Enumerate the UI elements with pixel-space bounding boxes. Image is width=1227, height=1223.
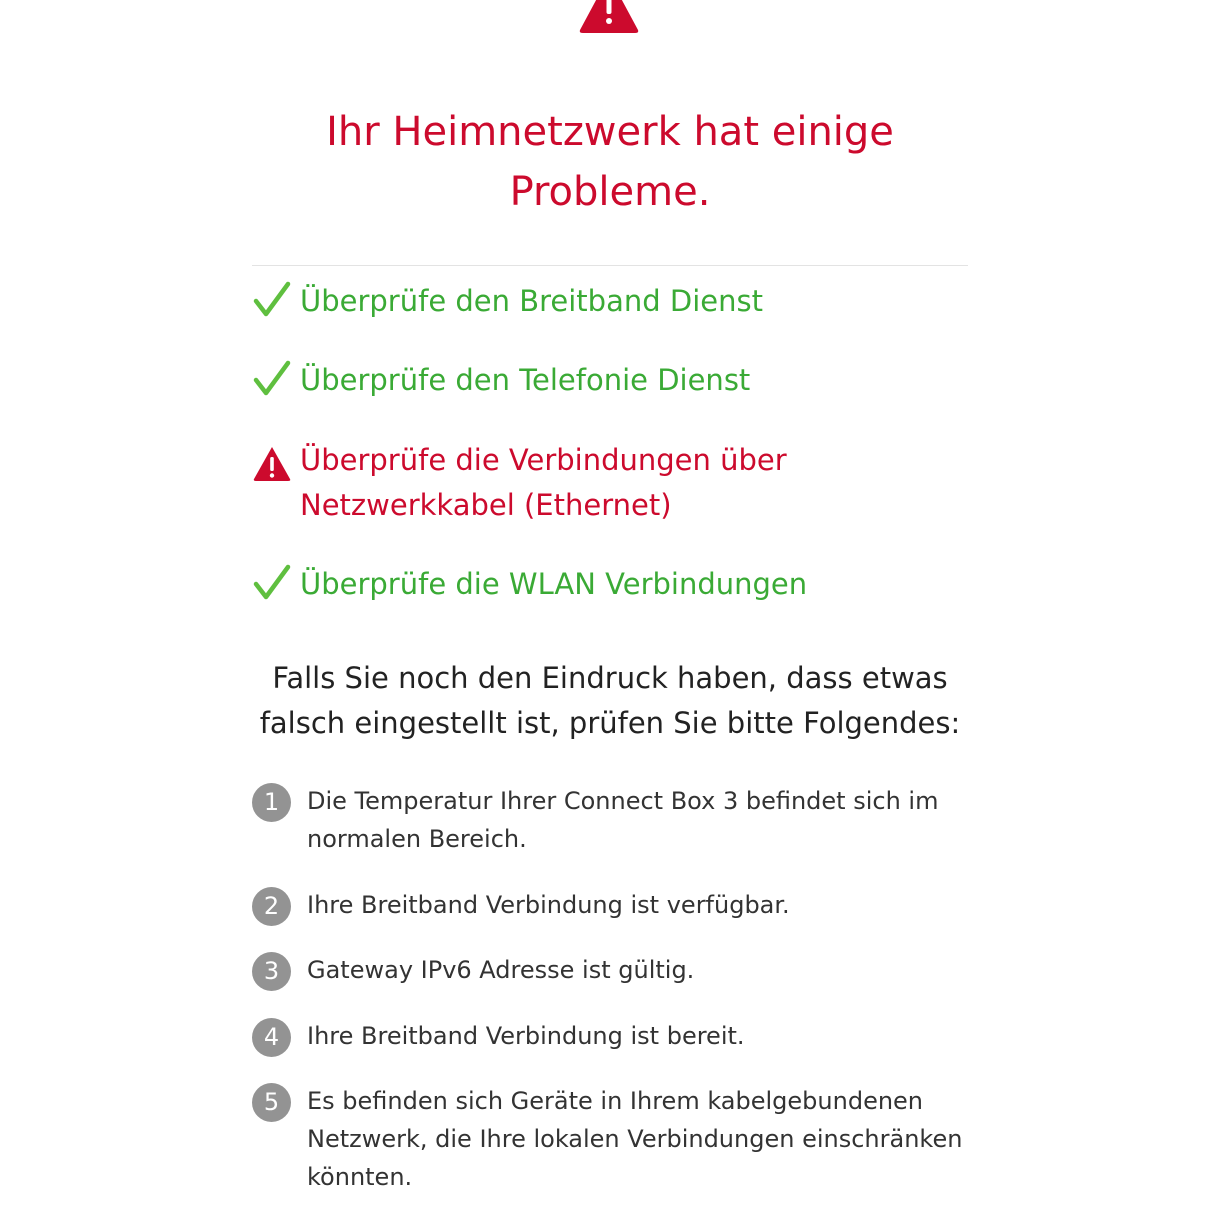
number-badge: 5 <box>252 1083 291 1122</box>
list-item-text <box>307 1082 962 1196</box>
check-label-line-1: Überprüfe die Verbindungen über <box>300 443 787 477</box>
check-label <box>300 438 787 528</box>
check-label: Überprüfe den Breitband Dienst <box>300 284 763 318</box>
check-label: Überprüfe die WLAN Verbindungen <box>300 567 808 601</box>
list-item-text-line-1: Es befinden sich Geräte in Ihrem kabelgebundenen <box>307 1087 924 1115</box>
number-badge: 1 <box>252 783 291 822</box>
checkmark-icon <box>252 563 292 603</box>
list-item-text: Gateway IPv6 Adresse ist gültig. <box>307 956 695 984</box>
number-badge: 2 <box>252 887 291 926</box>
check-label-line-2: Netzwerkkabel (Ethernet) <box>300 488 672 522</box>
list-item-text: Ihre Breitband Verbindung ist verfügbar. <box>307 891 790 919</box>
list-item <box>252 1017 992 1057</box>
list-item-text: Ihre Breitband Verbindung ist bereit. <box>307 1022 745 1050</box>
list-item <box>252 886 992 926</box>
list-item-text <box>307 782 938 858</box>
check-item-wlan <box>252 562 968 607</box>
list-item-text-line-2: normalen Bereich. <box>307 825 527 853</box>
check-item-ethernet <box>252 438 968 528</box>
check-item-broadband <box>252 279 968 324</box>
check-item-telephony <box>252 358 968 403</box>
list-item-text-line-1: Die Temperatur Ihrer Connect Box 3 befindet sich im <box>307 787 939 815</box>
list-item <box>252 782 992 858</box>
page-title-line-2: Probleme. <box>509 169 711 215</box>
list-item-text-line-3: könnten. <box>307 1163 413 1191</box>
info-text <box>232 656 988 746</box>
info-text-line-1: Falls Sie noch den Eindruck haben, dass etwas <box>272 661 948 695</box>
list-item <box>252 951 992 991</box>
number-badge: 3 <box>252 952 291 991</box>
list-item <box>252 1082 992 1196</box>
page-title <box>252 102 968 222</box>
list-item-text-line-2: Netzwerk, die Ihre lokalen Verbindungen einschränken <box>307 1125 963 1153</box>
divider <box>252 265 968 266</box>
checkmark-icon <box>252 359 292 399</box>
warning-triangle-icon <box>578 0 640 34</box>
warning-triangle-icon <box>252 444 292 484</box>
check-label: Überprüfe den Telefonie Dienst <box>300 363 751 397</box>
checkmark-icon <box>252 280 292 320</box>
number-badge: 4 <box>252 1018 291 1057</box>
info-text-line-2: falsch eingestellt ist, prüfen Sie bitte Folgendes: <box>259 706 961 740</box>
page-title-line-1: Ihr Heimnetzwerk hat einige <box>326 109 894 155</box>
